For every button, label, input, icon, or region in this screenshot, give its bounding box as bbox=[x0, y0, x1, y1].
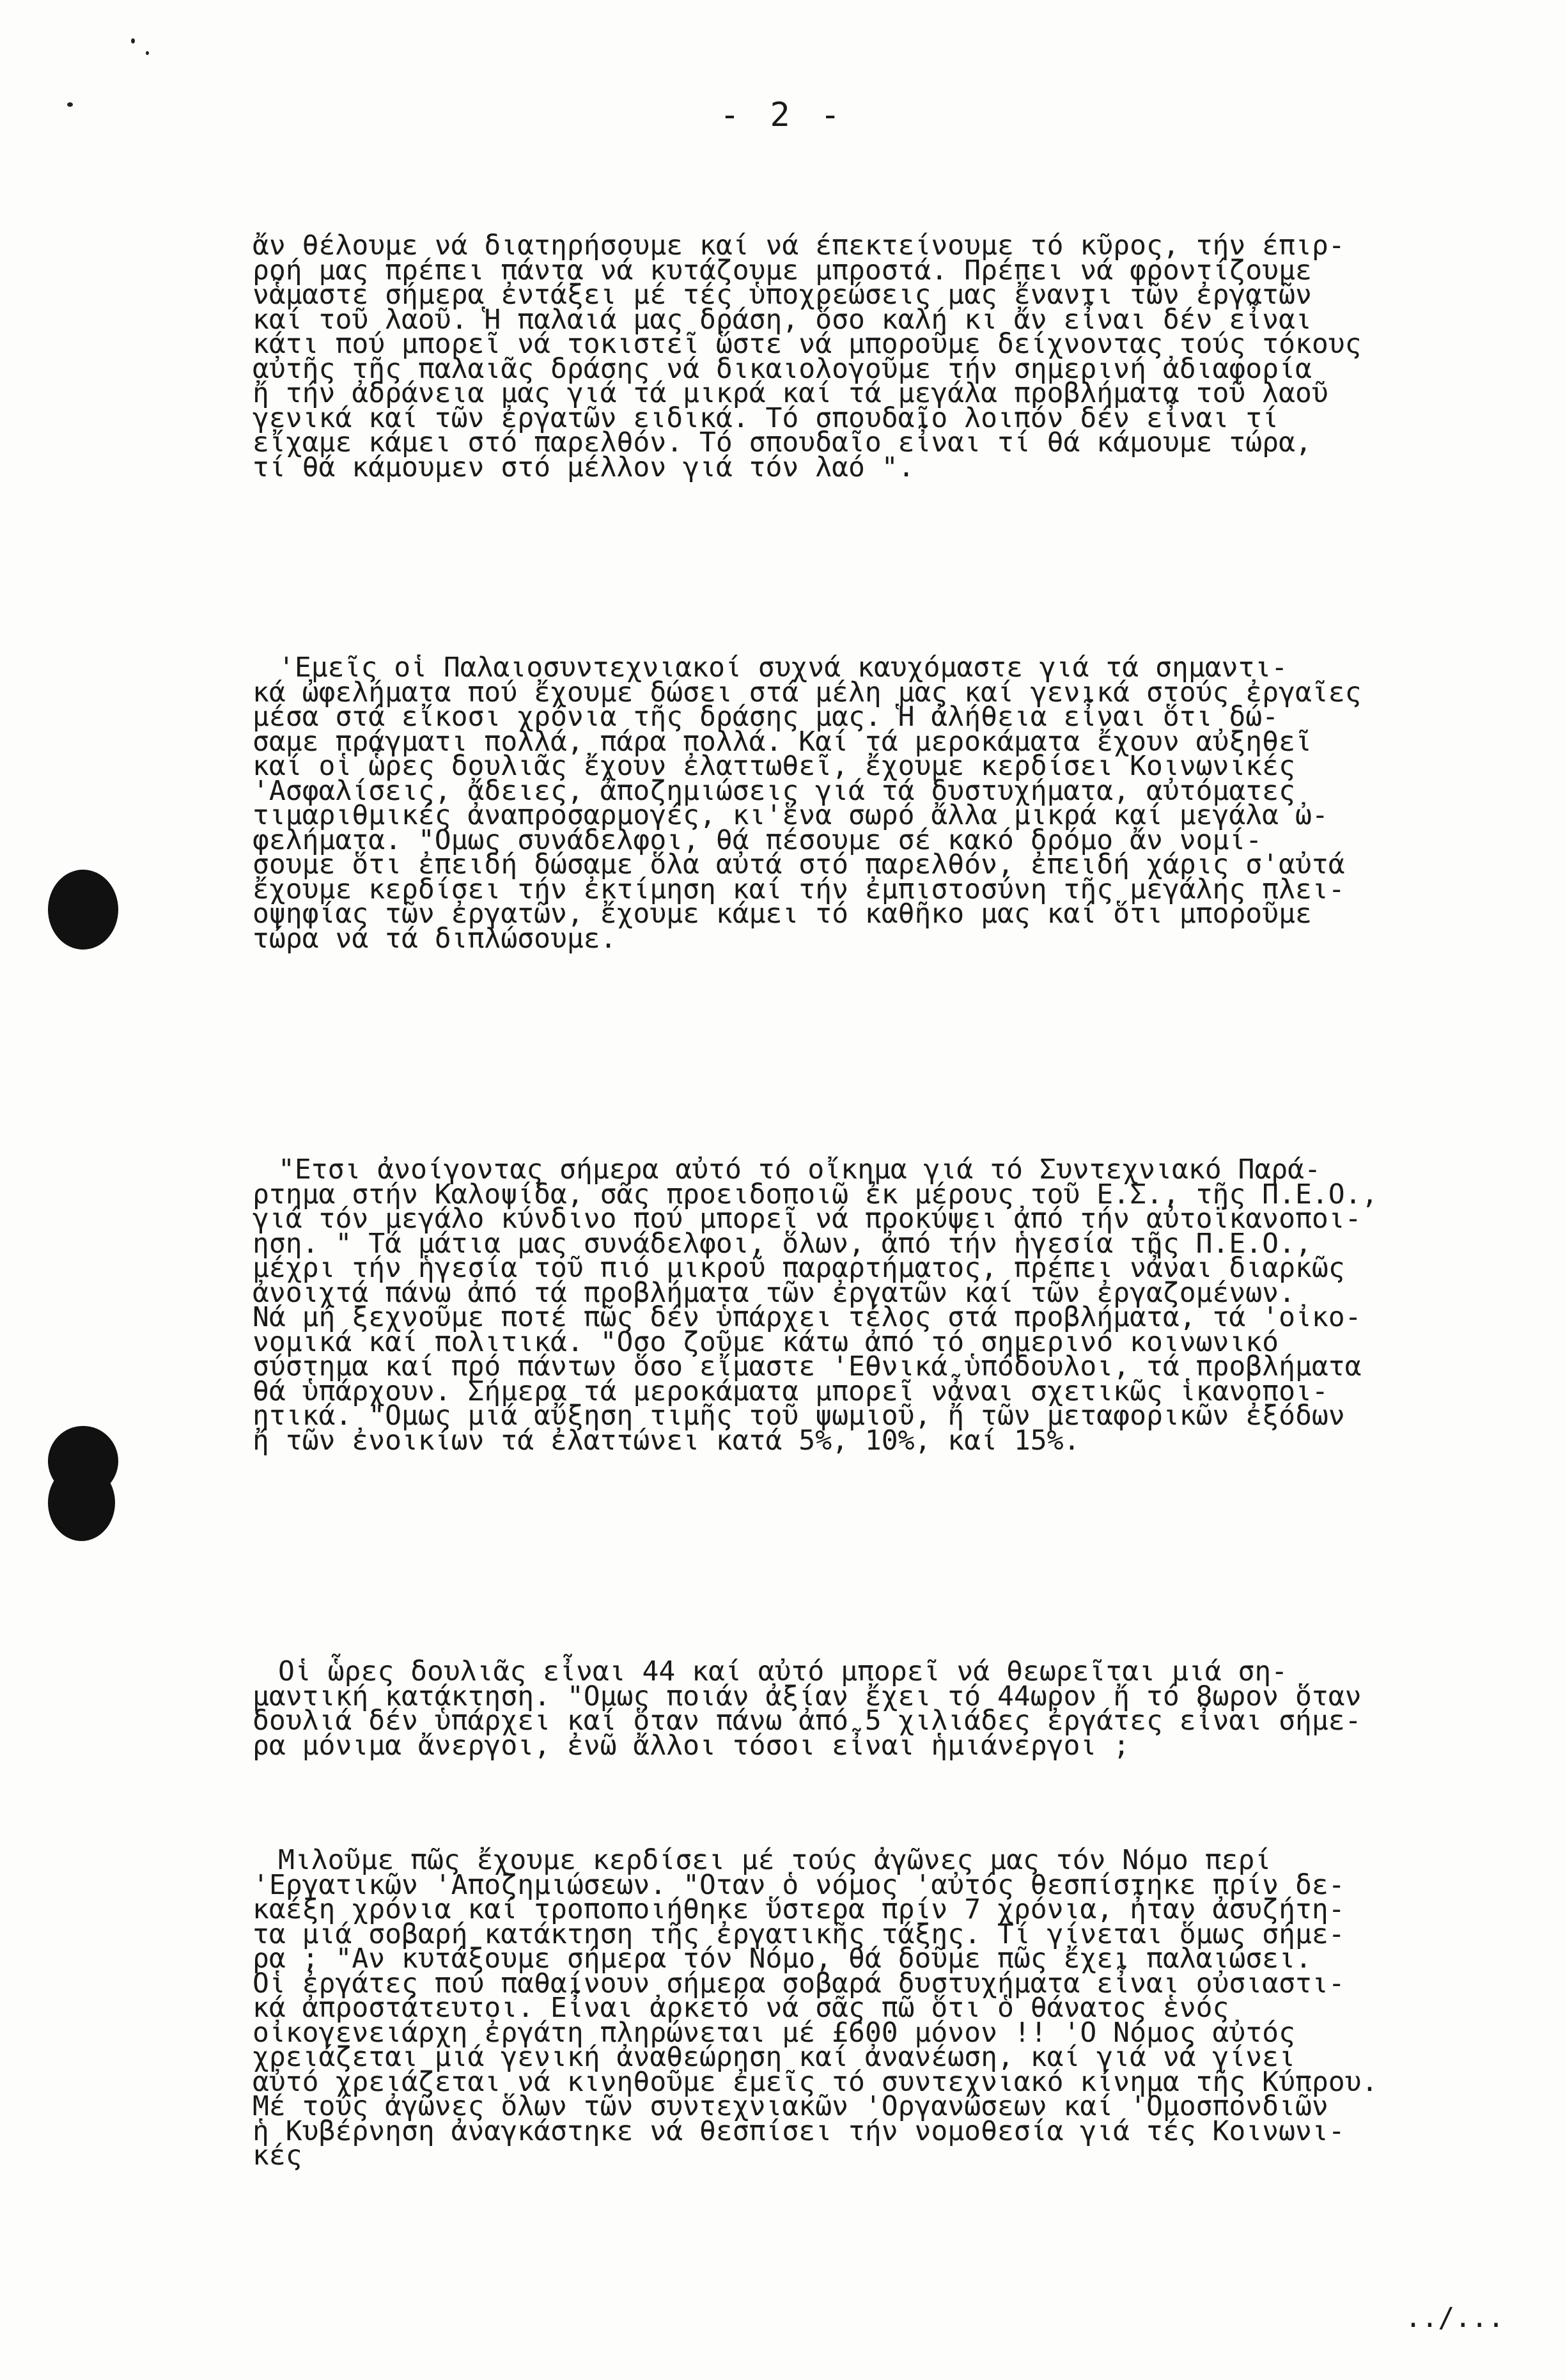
text-line: ἔχουμε κερδίσει τήν ἐκτίμηση καί τήν ἐμπιστοσύνη τῆς μεγάλης πλει- bbox=[253, 873, 1345, 905]
text-line: σουμε ὅτι ἐπειδή δώσαμε ὅλα αὐτά στό παρελθόν, ἐπειδή χάρις σ'αὐτά bbox=[253, 849, 1345, 881]
scan-speck bbox=[146, 51, 149, 55]
text-line: ρτημα στήν Καλοψίδα, σᾶς προειδοποιῶ ἐκ μέρους τοῦ Ε.Σ., τῆς Π.Ε.Ο., bbox=[253, 1178, 1378, 1210]
text-line: Νά μή ξεχνοῦμε ποτέ πῶς δέν ὑπάρχει τέλος στά προβλήματα, τά 'οἰκο- bbox=[253, 1301, 1362, 1333]
text-line: χρειάζεται μιά γενική ἀναθεώρηση καί ἀνανέωση, καί γιά νά γίνει bbox=[253, 2041, 1295, 2073]
text-line: καέξη χρόνια καί τροποποιήθηκε ὕστερα πρίν 7 χρόνια, ἦταν ἀσυζήτη- bbox=[253, 1893, 1345, 1925]
text-line: 'Εμεῖς οἱ Παλαιοσυντεχνιακοί συχνά καυχόμαστε γιά τά σημαντι- bbox=[278, 652, 1288, 684]
text-line: εἴχαμε κάμει στό παρελθόν. Τό σπουδαῖο εἶναι τί θά κάμουμε τώρα, bbox=[253, 427, 1312, 458]
text-line: "Ετσι ἀνοίγοντας σήμερα αὐτό τό οἴκημα γιά τό Συντεχνιακό Παρά- bbox=[278, 1154, 1321, 1186]
text-line: ρα μόνιμα ἄνεργοι, ἐνῶ ἄλλοι τόσοι εἶναι ἡμιάνεργοι ; bbox=[253, 1729, 1130, 1762]
text-line: ἡ Κυβέρνηση ἀναγκάστηκε νά θεσπίσει τήν νομοθεσία γιά τές Κοινωνι- bbox=[253, 2115, 1345, 2147]
text-line: 'Εργατικῶν 'Αποζημιώσεων. "Οταν ὁ νόμος 'αὐτός θεσπίστηκε πρίν δε- bbox=[253, 1868, 1345, 1901]
text-line: ηση. " Τά μάτια μας συνάδελφοι, ὅλων, ἀπό τήν ἡγεσία τῆς Π.Ε.Ο., bbox=[253, 1227, 1312, 1260]
text-line: Μέ τούς ἀγῶνες ὅλων τῶν συντεχνιακῶν 'Οργανώσεων καί 'Ομοσπονδιῶν bbox=[253, 2090, 1328, 2122]
text-line: μαντική κατάκτηση. "Ομως ποιάν ἀξίαν ἔχει τό 44ωρον ἤ τό 8ωρον ὅταν bbox=[253, 1680, 1362, 1712]
text-line: τιμαριθμικές ἀναπροσαρμογές, κι'ἕνα σωρό ἄλλα μικρά καί μεγάλα ὠ- bbox=[253, 799, 1328, 831]
text-line: καί τοῦ λαοῦ. Ἡ παλαιά μας δράση, ὅσο καλή κι ἄν εἶναι δέν εἶναι bbox=[253, 303, 1312, 336]
paragraph-2 bbox=[253, 652, 1506, 955]
text-line: μέσα στά εἴκοσι χρόνια τῆς δράσης μας. Ἡ ἀλήθεια εἶναι ὅτι δώ- bbox=[253, 701, 1279, 733]
text-line: γιά τόν μεγάλο κύνδινο πού μπορεῖ νά προκύψει ἀπό τήν αὐτοϊκανοποι- bbox=[253, 1203, 1362, 1235]
text-line: κάτι πού μπορεῖ νά τοκιστεῖ ὥστε νά μποροῦμε δείχνοντας τούς τόκους bbox=[253, 328, 1362, 360]
text-line: ἄν θέλουμε νά διατηρήσουμε καί νά έπεκτείνουμε τό κῦρος, τήν έπιρ- bbox=[253, 230, 1345, 262]
continuation-mark: ../... bbox=[1405, 2302, 1504, 2334]
text-line: τί θά κάμουμεν στό μέλλον γιά τόν λαό ". bbox=[253, 451, 915, 483]
text-line: ἀνοιχτά πάνω ἀπό τά προβλήματα τῶν ἐργατῶν καί τῶν ἐργαζομένων. bbox=[253, 1276, 1295, 1309]
text-line: φελήματα. "Ομως συνάδελφοι, θά πέσουμε σέ κακό δρόμο ἄν νομί- bbox=[253, 824, 1263, 856]
text-line: ρα ; "Αν κυτάξουμε σήμερα τόν Νόμο, θά δοῦμε πῶς ἔχει παλαιώσει. bbox=[253, 1943, 1312, 1975]
scan-speck bbox=[131, 38, 135, 43]
text-line: σύστημα καί πρό πάντων ὅσο εἴμαστε 'Εθνικά ὑπόδουλοι, τά προβλήματα bbox=[253, 1350, 1362, 1382]
text-line: αὐτῆς τῆς παλαιᾶς δράσης νά δικαιολογοῦμε τήν σημερινή ἀδιαφορία bbox=[253, 352, 1312, 385]
text-line: κές bbox=[253, 2140, 302, 2172]
punch-hole bbox=[48, 1464, 115, 1541]
punch-hole bbox=[48, 870, 118, 950]
text-line: νομικά καί πολιτικά. "Οσο ζοῦμε κάτω ἀπό τό σημερινό κοινωνικό bbox=[253, 1326, 1279, 1358]
text-line: γενικά καί τῶν ἐργατῶν ειδικά. Τό σπουδαῖο λοιπόν δέν εἶναι τί bbox=[253, 402, 1279, 434]
text-line: δουλιά δέν ὑπάρχει καί ὅταν πάνω ἀπό 5 χιλιάδες ἐργάτες εἶναι σήμε- bbox=[253, 1705, 1362, 1737]
text-line: τα μιά σοβαρή κατάκτηση τῆς ἐργατικῆς τάξης. Τί γίνεται ὅμως σήμε- bbox=[253, 1918, 1345, 1950]
text-line: ροή μας πρέπει πάντα νά κυτάζουμε μπροστά. Πρέπει νά φροντίζουμε bbox=[253, 254, 1312, 286]
paragraph-4 bbox=[253, 1656, 1506, 1762]
paragraph-3 bbox=[253, 1154, 1506, 1457]
text-line: Οἱ ὧρες δουλιᾶς εἶναι 44 καί αὐτό μπορεῖ νά θεωρεῖται μιά ση- bbox=[278, 1656, 1288, 1687]
text-line: 'Ασφαλίσεις, ἄδειες, ἀποζημιώσεις γιά τά δυστυχήματα, αὐτόματες bbox=[253, 774, 1295, 807]
text-line: τώρα νά τά διπλώσουμε. bbox=[253, 922, 617, 955]
page-number: - 2 - bbox=[719, 96, 846, 134]
text-line: κά ὠφελήματα πού ἔχουμε δώσει στά μέλη μας καί γενικά στούς ἐργαῖες bbox=[253, 676, 1362, 709]
text-line: θά ὑπάρχουν. Σήμερα τά μεροκάματα μπορεῖ νἆναι σχετικῶς ἱκανοποι- bbox=[253, 1375, 1328, 1407]
paragraph-1 bbox=[253, 230, 1506, 483]
text-line: οἰκογενειάρχη ἐργάτη πληρώνεται μέ £600 μόνον !! 'Ο Νόμος αὐτός bbox=[253, 2016, 1295, 2049]
text-line: ἤ τήν ἀδράνεια μας γιά τά μικρά καί τά μεγάλα προβλήματα τοῦ λαοῦ bbox=[253, 377, 1328, 409]
text-line: σαμε πράγματι πολλά, πάρα πολλά. Καί τά μεροκάματα ἔχουν αὐξηθεῖ bbox=[253, 725, 1312, 758]
text-line: Οἱ ἐργάτες πού παθαίνουν σήμερα σοβαρά δυστυχήματα εἶναι οὐσιαστι- bbox=[253, 1967, 1345, 2000]
text-line: ητικά. "Ομως μιά αὔξηση τιμῆς τοῦ ψωμιοῦ, ἤ τῶν μεταφορικῶν ἐξόδων bbox=[253, 1400, 1345, 1432]
text-line: οψηφίας τῶν ἐργατῶν, ἔχουμε κάμει τό καθῆκο μας καί ὅτι μποροῦμε bbox=[253, 898, 1312, 930]
text-line: Μιλοῦμε πῶς ἔχουμε κερδίσει μέ τούς ἀγῶνες μας τόν Νόμο περί bbox=[278, 1844, 1272, 1876]
text-line: κά ἀπροστάτευτοι. Εἶναι ἀρκετό νά σᾶς πῶ ὅτι ὁ θάνατος ἑνός bbox=[253, 1992, 1229, 2024]
text-line: νἇμαστε σήμερα ἐντάξει μέ τές ὑποχρεώσεις μας ἔναντι τῶν ἐργατῶν bbox=[253, 279, 1312, 311]
text-line: ἤ τῶν ἐνοικίων τά ἐλαττώνει κατά 5%, 10%, καί 15%. bbox=[253, 1424, 1080, 1457]
text-line: καί οἱ ὧρες δουλιᾶς ἔχουν ἐλαττωθεῖ, ἔχουμε κερδίσει Κοινωνικές bbox=[253, 750, 1295, 782]
text-line: αὐτό χρειάζεται νά κινηθοῦμε ἐμεῖς τό συντεχνιακό κίνημα τῆς Κύπρου. bbox=[253, 2065, 1378, 2098]
paragraph-5 bbox=[253, 1844, 1506, 2172]
text-line: μέχρι τήν ἡγεσία τοῦ πιό μικροῦ παραρτήματος, πρέπει νἆναι διαρκῶς bbox=[253, 1252, 1345, 1284]
